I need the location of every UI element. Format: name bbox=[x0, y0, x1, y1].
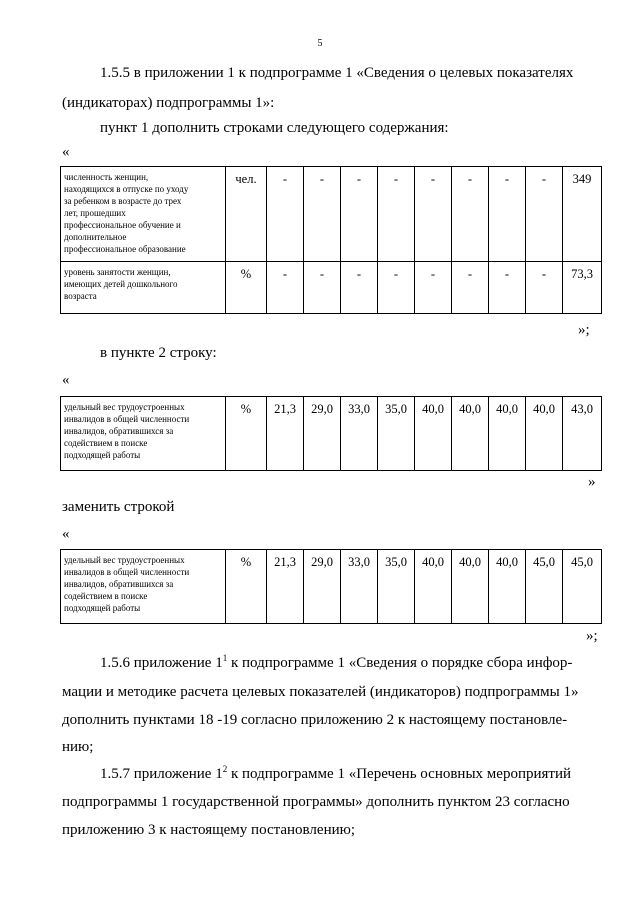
indicator-name-cell: удельный вес трудоустроенных инвалидов в общей численности инвалидов, обратившихся за содействием в поиске подходящей работы bbox=[61, 550, 226, 624]
paragraph-1-5-7-line-3: приложению 3 к настоящему постановлению; bbox=[62, 822, 355, 838]
paragraph-1-5-7-line-1: 1.5.7 приложение $1^2$ к подпрограмме 1 «Перечень основных мероприятий bbox=[100, 764, 572, 782]
value-cell: - bbox=[415, 167, 452, 262]
value-cell: 33,0 bbox=[341, 397, 378, 471]
value-cell: - bbox=[415, 262, 452, 314]
page-number: 5 bbox=[317, 38, 323, 49]
value-cell: - bbox=[341, 167, 378, 262]
value-cell: 45,0 bbox=[526, 550, 563, 624]
paragraph-punkt-2: в пункте 2 строку: bbox=[100, 345, 217, 361]
value-cell: 29,0 bbox=[304, 397, 341, 471]
value-cell: 21,3 bbox=[267, 550, 304, 624]
value-cell: - bbox=[452, 262, 489, 314]
value-cell: 35,0 bbox=[378, 397, 415, 471]
value-cell: 40,0 bbox=[489, 397, 526, 471]
paragraph-1-5-5-line-1: 1.5.5 в приложении 1 к подпрограмме 1 «Сведения о целевых показателях bbox=[100, 65, 574, 81]
paragraph-1-5-6-line-3: дополнить пунктами 18 -19 согласно приложению 2 к настоящему постановле- bbox=[62, 712, 568, 728]
value-cell: 35,0 bbox=[378, 550, 415, 624]
value-cell: 21,3 bbox=[267, 397, 304, 471]
closing-quote-2: » bbox=[588, 474, 596, 490]
indicator-name-cell: уровень занятости женщин, имеющих детей дошкольного возраста bbox=[61, 262, 226, 314]
indicator-table-1 bbox=[60, 166, 602, 314]
value-cell: - bbox=[489, 167, 526, 262]
indicator-name-cell: удельный вес трудоустроенных инвалидов в общей численности инвалидов, обратившихся за содействием в поиске подходящей работы bbox=[61, 397, 226, 471]
value-cell: 40,0 bbox=[452, 397, 489, 471]
paragraph-1-5-7-line-2: подпрограммы 1 государственной программы» дополнить пунктом 23 согласно bbox=[62, 794, 570, 810]
value-cell: 40,0 bbox=[415, 550, 452, 624]
value-cell: 349 bbox=[563, 167, 602, 262]
value-cell: - bbox=[267, 262, 304, 314]
table-row bbox=[61, 167, 602, 262]
paragraph-zamenit: заменить строкой bbox=[62, 499, 175, 515]
value-cell: 40,0 bbox=[489, 550, 526, 624]
value-cell: 73,3 bbox=[563, 262, 602, 314]
indicator-name-cell: численность женщин, находящихся в отпуске по уходу за ребенком в возрасте до трех лет, прошедших профессиональное обучение и дополнительное профессиональное образование bbox=[61, 167, 226, 262]
paragraph-1-5-6-line-2: мации и методике расчета целевых показателей (индикаторов) подпрограммы 1» bbox=[62, 684, 579, 700]
value-cell: - bbox=[267, 167, 304, 262]
opening-quote-1: « bbox=[62, 144, 70, 160]
paragraph-punkt-1: пункт 1 дополнить строками следующего содержания: bbox=[100, 120, 449, 136]
value-cell: - bbox=[526, 167, 563, 262]
value-cell: - bbox=[378, 167, 415, 262]
value-cell: 43,0 bbox=[563, 397, 602, 471]
value-cell: - bbox=[489, 262, 526, 314]
superscript: 1 bbox=[222, 653, 228, 663]
value-cell: 33,0 bbox=[341, 550, 378, 624]
table-row bbox=[61, 397, 602, 471]
indicator-table-3 bbox=[60, 549, 602, 624]
table-row bbox=[61, 262, 602, 314]
paragraph-1-5-6-line-1: 1.5.6 приложение $1^1$ к подпрограмме 1 «Сведения о порядке сбора инфор- bbox=[100, 653, 573, 671]
table-row bbox=[61, 550, 602, 624]
value-cell: - bbox=[304, 167, 341, 262]
value-cell: 40,0 bbox=[526, 397, 563, 471]
paragraph-1-5-5-line-2: (индикаторах) подпрограммы 1»: bbox=[62, 95, 275, 111]
closing-quote-3: »; bbox=[586, 628, 598, 644]
value-cell: - bbox=[526, 262, 563, 314]
paragraph-1-5-6-line-4: нию; bbox=[62, 739, 94, 755]
unit-cell: % bbox=[226, 397, 267, 471]
superscript: 2 bbox=[222, 764, 228, 774]
unit-cell: % bbox=[226, 262, 267, 314]
value-cell: 29,0 bbox=[304, 550, 341, 624]
value-cell: - bbox=[304, 262, 341, 314]
value-cell: 45,0 bbox=[563, 550, 602, 624]
unit-cell: % bbox=[226, 550, 267, 624]
unit-cell: чел. bbox=[226, 167, 267, 262]
value-cell: 40,0 bbox=[415, 397, 452, 471]
indicator-table-2 bbox=[60, 396, 602, 471]
closing-quote-1: »; bbox=[578, 322, 590, 338]
value-cell: - bbox=[452, 167, 489, 262]
value-cell: 40,0 bbox=[452, 550, 489, 624]
opening-quote-3: « bbox=[62, 526, 70, 542]
value-cell: - bbox=[341, 262, 378, 314]
opening-quote-2: « bbox=[62, 372, 70, 388]
value-cell: - bbox=[378, 262, 415, 314]
